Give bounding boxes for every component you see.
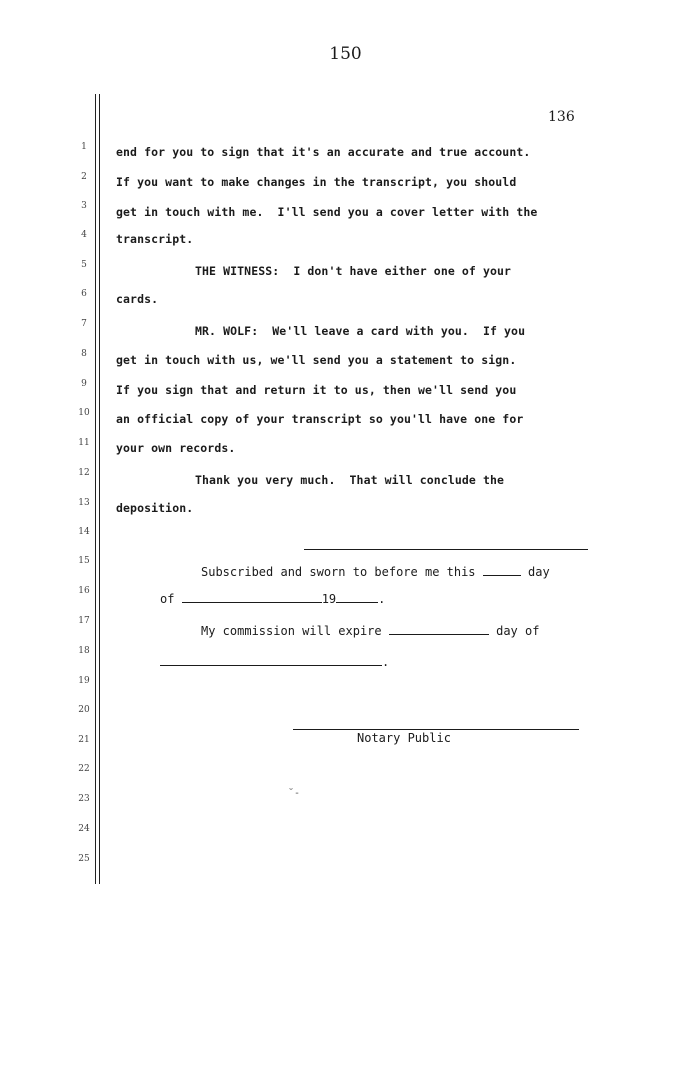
period: . bbox=[378, 592, 386, 606]
day-blank bbox=[483, 565, 521, 576]
year-blank bbox=[336, 592, 378, 603]
line-number: 10 bbox=[78, 408, 90, 418]
transcript-line: your own records. bbox=[116, 441, 236, 455]
line-number: 25 bbox=[78, 854, 90, 864]
notary-public-label: Notary Public bbox=[357, 731, 451, 745]
line-number: 8 bbox=[81, 349, 87, 359]
commission-day-blank bbox=[389, 624, 489, 635]
expiry-period: . bbox=[382, 655, 390, 669]
jurat-of-line bbox=[160, 592, 385, 606]
year-prefix: 19 bbox=[321, 592, 337, 606]
subscribed-text: Subscribed and sworn to before me this bbox=[201, 565, 476, 579]
stray-mark: ˘- bbox=[288, 788, 301, 799]
transcript-line: cards. bbox=[116, 292, 159, 306]
signature-line-notary bbox=[293, 729, 579, 730]
line-number: 11 bbox=[78, 438, 90, 448]
margin-rule-inner bbox=[99, 94, 100, 884]
signature-line-deponent bbox=[304, 549, 588, 550]
line-number: 24 bbox=[78, 824, 90, 834]
transcript-line: Thank you very much. That will conclude the bbox=[195, 473, 505, 487]
line-number: 9 bbox=[81, 379, 87, 389]
jurat-commission-line bbox=[201, 624, 539, 638]
line-number: 6 bbox=[81, 289, 87, 299]
line-number: 23 bbox=[78, 794, 90, 804]
day-label: day bbox=[528, 565, 550, 579]
line-number: 3 bbox=[81, 201, 87, 211]
transcript-line: deposition. bbox=[116, 501, 194, 515]
line-number: 1 bbox=[81, 142, 87, 152]
line-number: 18 bbox=[78, 646, 90, 656]
expiry-blank bbox=[160, 655, 382, 666]
line-number: 13 bbox=[78, 498, 90, 508]
line-number: 5 bbox=[81, 260, 87, 270]
jurat-expiry-line bbox=[160, 655, 389, 669]
transcript-line: transcript. bbox=[116, 232, 194, 246]
page-number: 150 bbox=[329, 44, 362, 64]
transcript-line: THE WITNESS: I don't have either one of your bbox=[195, 264, 512, 278]
line-number: 2 bbox=[81, 172, 87, 182]
transcript-page-number: 136 bbox=[548, 109, 575, 125]
transcript-line: If you sign that and return it to us, then we'll send you bbox=[116, 383, 517, 397]
line-number: 20 bbox=[78, 705, 90, 715]
transcript-line: an official copy of your transcript so you'll have one for bbox=[116, 412, 524, 426]
line-number: 17 bbox=[78, 616, 90, 626]
line-number: 19 bbox=[78, 676, 90, 686]
jurat-subscribed-line bbox=[201, 565, 550, 579]
transcript-line: If you want to make changes in the transcript, you should bbox=[116, 175, 517, 189]
line-number: 14 bbox=[78, 527, 90, 537]
of-label: of bbox=[160, 592, 175, 606]
transcript-line: end for you to sign that it's an accurate and true account. bbox=[116, 145, 531, 159]
transcript-line: MR. WOLF: We'll leave a card with you. If you bbox=[195, 324, 526, 338]
line-number: 16 bbox=[78, 586, 90, 596]
line-number: 21 bbox=[78, 735, 90, 745]
day-of-label: day of bbox=[496, 624, 540, 638]
line-number: 4 bbox=[81, 230, 87, 240]
line-number: 15 bbox=[78, 556, 90, 566]
line-number: 12 bbox=[78, 468, 90, 478]
margin-rule-outer bbox=[95, 94, 96, 884]
transcript-line: get in touch with us, we'll send you a statement to sign. bbox=[116, 353, 517, 367]
month-blank bbox=[182, 592, 322, 603]
line-number: 7 bbox=[81, 319, 87, 329]
line-number: 22 bbox=[78, 764, 90, 774]
transcript-line: get in touch with me. I'll send you a cover letter with the bbox=[116, 205, 538, 219]
commission-text: My commission will expire bbox=[201, 624, 382, 638]
